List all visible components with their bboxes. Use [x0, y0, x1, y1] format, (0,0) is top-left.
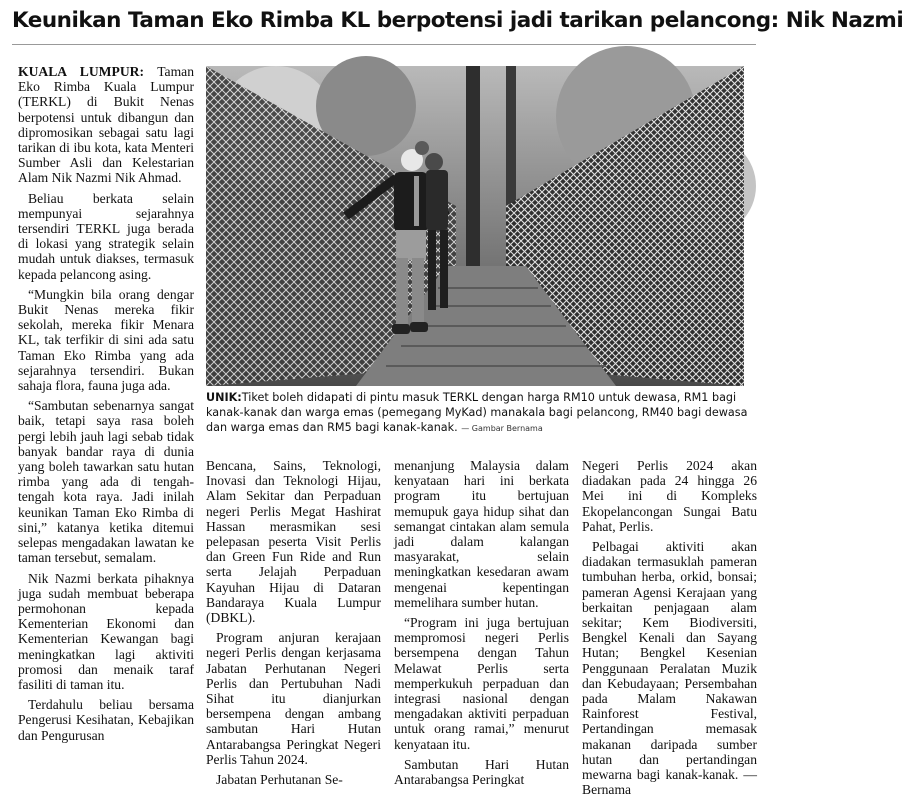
caption-text: Tiket boleh didapati di pintu masuk TERKL dengan harga RM10 untuk dewasa, RM1 bagi kanak-kanak dan warga emas (pemegang MyKad) manakala bagi pelancong, RM40 bagi dewasa dan warga emas dan RM5 bagi kanak-kanak.: [206, 391, 748, 434]
article-paragraph: Pelbagai aktiviti akan diadakan termasuklah pameran tumbuhan herba, orkid, bonsai; pameran Agensi Kerajaan yang berkaitan penjagaan alam sekitar; Kem Biodiversiti, Bengkel Kenali dan Sayang Hutan; Bengkel Kesenian Penggunaan Peralatan Muzik dan Kebudayaan; Persembahan pada Malam Nakawan Rainforest Festival, Pertandingan memasak makanan daripada sumber hutan dan pertandingan mewarna bagi kanak-kanak. — Bernama: [582, 539, 757, 798]
article-column-2: [206, 458, 381, 803]
dateline: KUALA LUMPUR:: [18, 64, 144, 79]
bridge-photo-illustration: [206, 66, 744, 386]
photo-credit: — Gambar Bernama: [461, 424, 543, 433]
article-paragraph: “Mungkin bila orang dengar Bukit Nenas mereka fikir sekolah, mereka fikir Menara KL, tak terfikir di sini ada satu Taman Eko Rimba yang ada sejarahnya tersendiri. Bukan sahaja flora, fauna juga ada.: [18, 286, 194, 394]
article-paragraph: [18, 64, 194, 186]
article-paragraph: Bencana, Sains, Teknologi, Inovasi dan Teknologi Hijau, Alam Sekitar dan Perpaduan negeri Perlis Megat Hashirat Hassan merasmikan sesi pelepasan peserta Visit Perlis dan Green Fun Ride and Run serta Jelajah Perpaduan Kayuhan Hijau di Dataran Bandaraya Kuala Lumpur (DBKL).: [206, 458, 381, 626]
article-paragraph: Nik Nazmi berkata pihaknya juga sudah membuat beberapa permohonan kepada Kementerian Ekonomi dan Kementerian Kewangan bagi meningkatkan lagi aktiviti promosi dan menaik taraf fasiliti di taman itu.: [18, 570, 194, 692]
headline: Keunikan Taman Eko Rimba KL berpotensi jadi tarikan pelancong: Nik Nazmi: [12, 8, 903, 33]
article-paragraph: Program anjuran kerajaan negeri Perlis dengan kerjasama Jabatan Perhutanan Negeri Perlis dan Pertubuhan Nadi Sihat itu dianjurkan bersempena dengan ambang sambutan Hari Hutan Antarabangsa Peringkat Negeri Perlis Tahun 2024.: [206, 630, 381, 767]
article-paragraph: Negeri Perlis 2024 akan diadakan pada 24 hingga 26 Mei ini di Kompleks Ekopelancongan Sungai Batu Pahat, Perlis.: [582, 458, 757, 534]
paragraph-text: Taman Eko Rimba Kuala Lumpur (TERKL) di Bukit Nenas berpotensi untuk dibangun dan dipromosikan sebagai satu lagi tarikan di ibu kota, kata Menteri Sumber Asli dan Kelestarian Alam Nik Nazmi Nik Ahmad.: [18, 64, 194, 186]
article-column-1: [18, 64, 194, 804]
article-paragraph: Terdahulu beliau bersama Pengerusi Kesihatan, Kebajikan dan Pengurusan: [18, 697, 194, 743]
article-paragraph: menanjung Malaysia dalam kenyataan hari ini berkata program itu bertujuan memupuk gaya hidup sihat dan semangat cintakan alam semula jadi dalam kalangan masyarakat, selain meningkatkan kesedaran awam mengenai kepentingan memelihara sumber hutan.: [394, 458, 569, 610]
article-paragraph: Jabatan Perhutanan Se-: [216, 772, 343, 788]
caption-lead: UNIK:: [206, 391, 242, 404]
article-paragraph: Sambutan Hari Hutan Antarabangsa Peringkat: [394, 756, 569, 788]
article-paragraph: “Program ini juga bertujuan mempromosi negeri Perlis bersempena dengan Tahun Melawat Perlis serta memperkukuh perpaduan dan integrasi nasional dengan mengadakan aktiviti perpaduan untuk orang ramai,” menurut kenyataan itu.: [394, 615, 569, 752]
article-column-4: [582, 458, 757, 803]
photo-suspension-bridge: [206, 66, 744, 386]
article-paragraph: Beliau berkata selain mempunyai sejarahnya tersendiri TERKL juga berada di lokasi yang strategik selain mudah untuk diakses, termasuk kepada pelancong asing.: [18, 190, 194, 282]
headline-rule: [12, 44, 756, 45]
article-column-3: [394, 458, 569, 803]
photo-caption: [206, 390, 752, 436]
article-paragraph: “Sambutan sebenarnya sangat baik, tetapi saya rasa boleh pergi lebih jauh lagi sebab tidak banyak bandar raya di dunia yang boleh tawarkan satu hutan rimba yang ada di tengah-tengah kota raya. Jadi inilah keunikan Taman Eko Rimba di sini,” katanya ketika ditemui selepas mengadakan lawatan ke taman tersebut, semalam.: [18, 398, 194, 566]
